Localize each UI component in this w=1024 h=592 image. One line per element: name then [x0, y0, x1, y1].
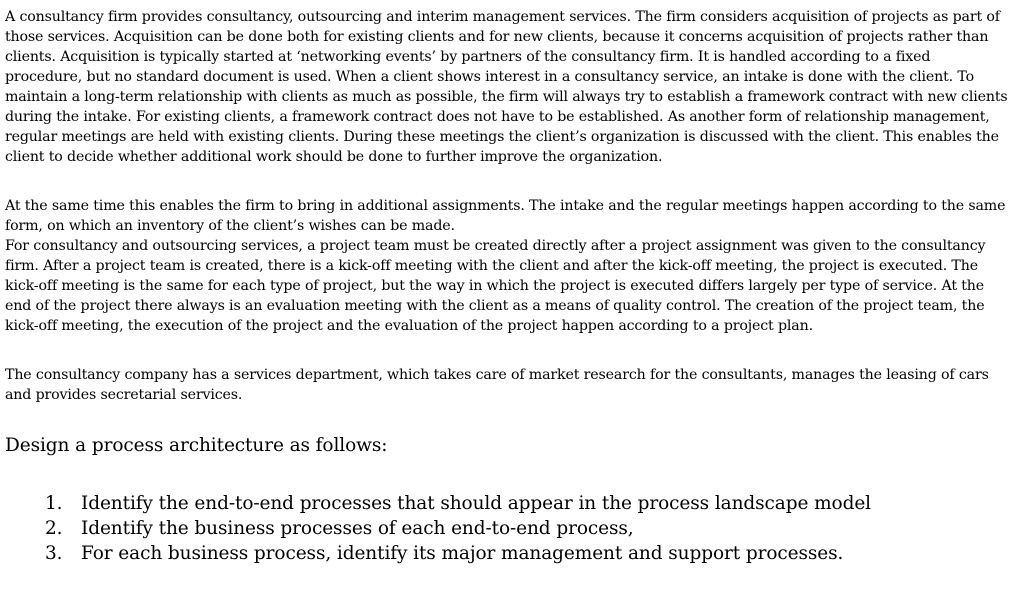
list-item	[5, 516, 1010, 541]
list-item-number: 2.	[45, 518, 63, 539]
list-item-number: 3.	[45, 543, 63, 564]
list-item	[5, 541, 1010, 566]
paragraph-acquisition: A consultancy firm provides consultancy, outsourcing and interim management services. The firm considers acquisition of projects as part of those services. Acquisition can be done both for existing clients and for new clients, because it concerns acquisition of projects rather than clients. Acquisition is typically started at ‘networking events’ by partners of the consultancy firm. It is handled according to a fixed procedure, but no standard document is used. When a client shows interest in a consultancy service, an intake is done with the client. To maintain a long-term relationship with clients as much as possible, the firm will always try to establish a framework contract with new clients during the intake. For existing clients, a framework contract does not have to be established. As another form of relationship management, regular meetings are held with existing clients. During these meetings the client’s organization is discussed with the client. This enables the client to decide whether additional work should be done to further improve the organization.	[5, 9, 1008, 165]
list-item-text: For each business process, identify its major management and support processes.	[81, 543, 844, 564]
list-item-text: Identify the business processes of each end-to-end process,	[81, 518, 634, 539]
list-item	[5, 491, 1010, 516]
list-item-number: 1.	[45, 493, 63, 514]
paragraph-additional-assignments: At the same time this enables the firm to bring in additional assignments. The intake and the regular meetings happen according to the same form, on which an inventory of the client’s wishes can be made.	[5, 198, 1006, 234]
assignment-heading: Design a process architecture as follows:	[5, 435, 388, 456]
paragraph-project-team: For consultancy and outsourcing services, a project team must be created directly after a project assignment was given to the consultancy firm. After a project team is created, there is a kick-off meeting with the client and after the kick-off meeting, the project is executed. The kick-off meeting is the same for each type of project, but the way in which the project is executed differs largely per type of service. At the end of the project there always is an evaluation meeting with the client as a means of quality control. The creation of the project team, the kick-off meeting, the execution of the project and the evaluation of the project happen according to a project plan.	[5, 238, 986, 334]
list-item-text: Identify the end-to-end processes that should appear in the process landscape model	[81, 493, 871, 514]
document-body	[5, 7, 1010, 566]
paragraph-services-department: The consultancy company has a services department, which takes care of market research for the consultants, manages the leasing of cars and provides secretarial services.	[5, 367, 989, 403]
assignment-steps-list	[5, 491, 1010, 566]
